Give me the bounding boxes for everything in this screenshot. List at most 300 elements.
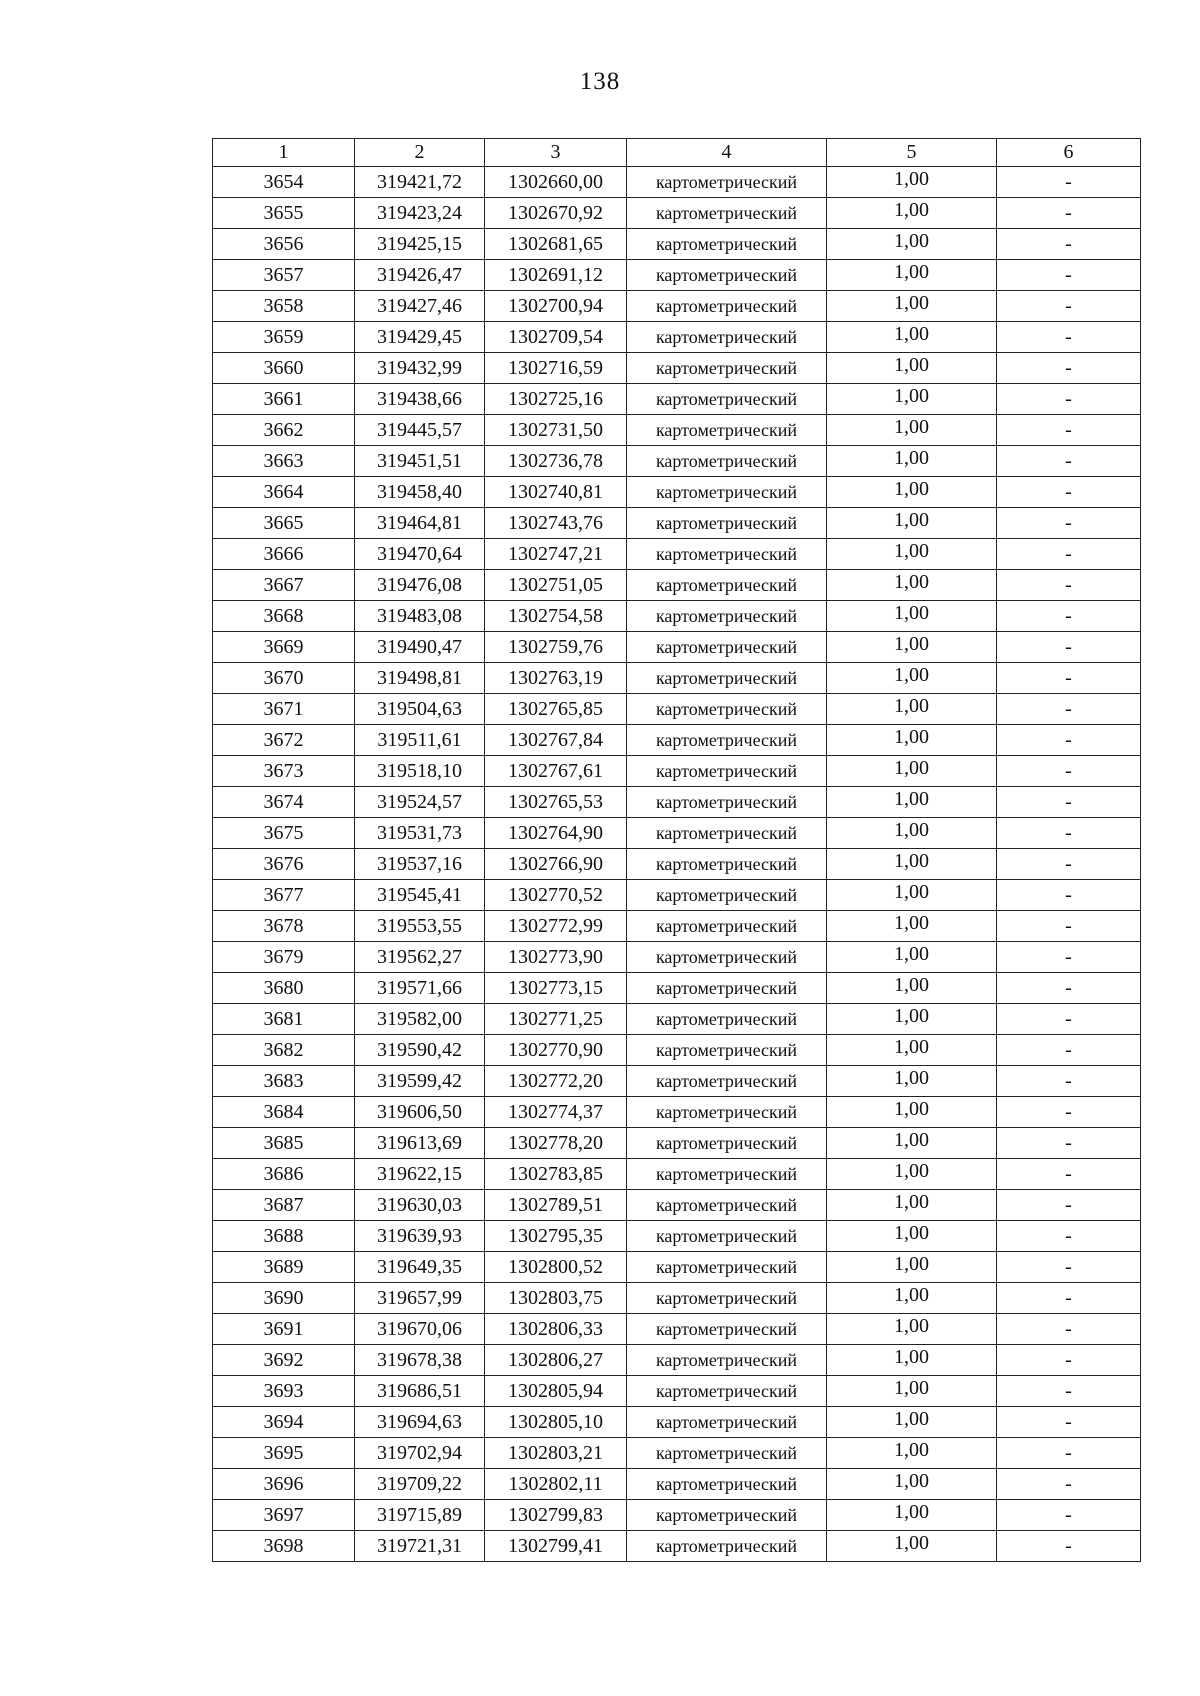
accuracy-cell: 1,00 (827, 167, 997, 198)
accuracy-cell: 1,00 (827, 415, 997, 446)
point-number-cell: 3658 (213, 291, 355, 322)
point-number-cell: 3661 (213, 384, 355, 415)
table-row (213, 818, 1141, 849)
y-coordinate-cell: 1302772,20 (485, 1066, 627, 1097)
point-number-cell: 3675 (213, 818, 355, 849)
point-number-cell: 3697 (213, 1500, 355, 1531)
accuracy-cell: 1,00 (827, 1469, 997, 1500)
method-cell: картометрический (627, 291, 827, 322)
accuracy-cell: 1,00 (827, 260, 997, 291)
table-row (213, 198, 1141, 229)
table-row (213, 1252, 1141, 1283)
accuracy-cell: 1,00 (827, 1531, 997, 1562)
x-coordinate-cell: 319421,72 (355, 167, 485, 198)
accuracy-cell: 1,00 (827, 322, 997, 353)
description-cell: - (997, 1066, 1141, 1097)
method-cell: картометрический (627, 1190, 827, 1221)
description-cell: - (997, 477, 1141, 508)
method-cell: картометрический (627, 415, 827, 446)
table-row (213, 1407, 1141, 1438)
accuracy-cell: 1,00 (827, 973, 997, 1004)
point-number-cell: 3659 (213, 322, 355, 353)
table-row (213, 942, 1141, 973)
method-cell: картометрический (627, 260, 827, 291)
accuracy-cell: 1,00 (827, 1159, 997, 1190)
description-cell: - (997, 973, 1141, 1004)
description-cell: - (997, 911, 1141, 942)
method-cell: картометрический (627, 1252, 827, 1283)
description-cell: - (997, 1500, 1141, 1531)
method-cell: картометрический (627, 539, 827, 570)
method-cell: картометрический (627, 570, 827, 601)
y-coordinate-cell: 1302716,59 (485, 353, 627, 384)
method-cell: картометрический (627, 167, 827, 198)
y-coordinate-cell: 1302803,75 (485, 1283, 627, 1314)
description-cell: - (997, 818, 1141, 849)
table-row (213, 353, 1141, 384)
point-number-cell: 3676 (213, 849, 355, 880)
coordinates-table-container (212, 138, 1140, 1562)
description-cell: - (997, 787, 1141, 818)
description-cell: - (997, 1035, 1141, 1066)
description-cell: - (997, 508, 1141, 539)
method-cell: картометрический (627, 756, 827, 787)
y-coordinate-cell: 1302772,99 (485, 911, 627, 942)
description-cell: - (997, 601, 1141, 632)
table-row (213, 508, 1141, 539)
y-coordinate-cell: 1302802,11 (485, 1469, 627, 1500)
accuracy-cell: 1,00 (827, 508, 997, 539)
method-cell: картометрический (627, 353, 827, 384)
y-coordinate-cell: 1302681,65 (485, 229, 627, 260)
point-number-cell: 3665 (213, 508, 355, 539)
y-coordinate-cell: 1302767,84 (485, 725, 627, 756)
table-row (213, 291, 1141, 322)
column-header-5: 5 (827, 139, 997, 167)
table-row (213, 570, 1141, 601)
description-cell: - (997, 1438, 1141, 1469)
table-row (213, 1283, 1141, 1314)
accuracy-cell: 1,00 (827, 477, 997, 508)
y-coordinate-cell: 1302789,51 (485, 1190, 627, 1221)
y-coordinate-cell: 1302803,21 (485, 1438, 627, 1469)
point-number-cell: 3668 (213, 601, 355, 632)
point-number-cell: 3670 (213, 663, 355, 694)
accuracy-cell: 1,00 (827, 725, 997, 756)
table-row (213, 384, 1141, 415)
description-cell: - (997, 1221, 1141, 1252)
method-cell: картометрический (627, 384, 827, 415)
coordinates-table (212, 138, 1141, 1562)
table-row (213, 477, 1141, 508)
table-row (213, 1004, 1141, 1035)
accuracy-cell: 1,00 (827, 1438, 997, 1469)
method-cell: картометрический (627, 663, 827, 694)
x-coordinate-cell: 319537,16 (355, 849, 485, 880)
y-coordinate-cell: 1302805,94 (485, 1376, 627, 1407)
x-coordinate-cell: 319438,66 (355, 384, 485, 415)
point-number-cell: 3672 (213, 725, 355, 756)
header-row (213, 139, 1141, 167)
point-number-cell: 3696 (213, 1469, 355, 1500)
x-coordinate-cell: 319458,40 (355, 477, 485, 508)
point-number-cell: 3663 (213, 446, 355, 477)
point-number-cell: 3657 (213, 260, 355, 291)
point-number-cell: 3686 (213, 1159, 355, 1190)
accuracy-cell: 1,00 (827, 1252, 997, 1283)
table-row (213, 1500, 1141, 1531)
point-number-cell: 3674 (213, 787, 355, 818)
y-coordinate-cell: 1302736,78 (485, 446, 627, 477)
table-row (213, 1066, 1141, 1097)
y-coordinate-cell: 1302743,76 (485, 508, 627, 539)
x-coordinate-cell: 319702,94 (355, 1438, 485, 1469)
table-row (213, 880, 1141, 911)
method-cell: картометрический (627, 446, 827, 477)
table-row (213, 1190, 1141, 1221)
x-coordinate-cell: 319432,99 (355, 353, 485, 384)
y-coordinate-cell: 1302800,52 (485, 1252, 627, 1283)
y-coordinate-cell: 1302691,12 (485, 260, 627, 291)
point-number-cell: 3669 (213, 632, 355, 663)
method-cell: картометрический (627, 1469, 827, 1500)
table-row (213, 260, 1141, 291)
x-coordinate-cell: 319451,51 (355, 446, 485, 477)
table-row (213, 632, 1141, 663)
y-coordinate-cell: 1302709,54 (485, 322, 627, 353)
description-cell: - (997, 1345, 1141, 1376)
column-header-4: 4 (627, 139, 827, 167)
x-coordinate-cell: 319429,45 (355, 322, 485, 353)
point-number-cell: 3677 (213, 880, 355, 911)
accuracy-cell: 1,00 (827, 849, 997, 880)
accuracy-cell: 1,00 (827, 1283, 997, 1314)
x-coordinate-cell: 319524,57 (355, 787, 485, 818)
method-cell: картометрический (627, 632, 827, 663)
y-coordinate-cell: 1302763,19 (485, 663, 627, 694)
table-row (213, 1469, 1141, 1500)
accuracy-cell: 1,00 (827, 1500, 997, 1531)
accuracy-cell: 1,00 (827, 942, 997, 973)
y-coordinate-cell: 1302771,25 (485, 1004, 627, 1035)
table-row (213, 663, 1141, 694)
x-coordinate-cell: 319464,81 (355, 508, 485, 539)
x-coordinate-cell: 319694,63 (355, 1407, 485, 1438)
x-coordinate-cell: 319639,93 (355, 1221, 485, 1252)
description-cell: - (997, 1531, 1141, 1562)
point-number-cell: 3694 (213, 1407, 355, 1438)
column-header-1: 1 (213, 139, 355, 167)
point-number-cell: 3656 (213, 229, 355, 260)
table-row (213, 1531, 1141, 1562)
x-coordinate-cell: 319483,08 (355, 601, 485, 632)
accuracy-cell: 1,00 (827, 1345, 997, 1376)
y-coordinate-cell: 1302731,50 (485, 415, 627, 446)
x-coordinate-cell: 319686,51 (355, 1376, 485, 1407)
accuracy-cell: 1,00 (827, 787, 997, 818)
accuracy-cell: 1,00 (827, 1407, 997, 1438)
point-number-cell: 3682 (213, 1035, 355, 1066)
description-cell: - (997, 756, 1141, 787)
y-coordinate-cell: 1302740,81 (485, 477, 627, 508)
method-cell: картометрический (627, 198, 827, 229)
method-cell: картометрический (627, 601, 827, 632)
method-cell: картометрический (627, 1097, 827, 1128)
method-cell: картометрический (627, 1035, 827, 1066)
y-coordinate-cell: 1302766,90 (485, 849, 627, 880)
description-cell: - (997, 353, 1141, 384)
description-cell: - (997, 415, 1141, 446)
description-cell: - (997, 446, 1141, 477)
accuracy-cell: 1,00 (827, 384, 997, 415)
y-coordinate-cell: 1302767,61 (485, 756, 627, 787)
table-body (213, 167, 1141, 1562)
point-number-cell: 3660 (213, 353, 355, 384)
point-number-cell: 3664 (213, 477, 355, 508)
accuracy-cell: 1,00 (827, 601, 997, 632)
description-cell: - (997, 1159, 1141, 1190)
point-number-cell: 3689 (213, 1252, 355, 1283)
table-row (213, 1376, 1141, 1407)
table-row (213, 1035, 1141, 1066)
x-coordinate-cell: 319511,61 (355, 725, 485, 756)
method-cell: картометрический (627, 849, 827, 880)
table-row (213, 725, 1141, 756)
point-number-cell: 3684 (213, 1097, 355, 1128)
accuracy-cell: 1,00 (827, 353, 997, 384)
description-cell: - (997, 725, 1141, 756)
method-cell: картометрический (627, 1500, 827, 1531)
description-cell: - (997, 663, 1141, 694)
table-row (213, 1159, 1141, 1190)
x-coordinate-cell: 319571,66 (355, 973, 485, 1004)
table-row (213, 601, 1141, 632)
table-row (213, 1345, 1141, 1376)
accuracy-cell: 1,00 (827, 632, 997, 663)
table-row (213, 415, 1141, 446)
accuracy-cell: 1,00 (827, 756, 997, 787)
y-coordinate-cell: 1302770,90 (485, 1035, 627, 1066)
x-coordinate-cell: 319599,42 (355, 1066, 485, 1097)
y-coordinate-cell: 1302747,21 (485, 539, 627, 570)
description-cell: - (997, 694, 1141, 725)
description-cell: - (997, 291, 1141, 322)
accuracy-cell: 1,00 (827, 198, 997, 229)
description-cell: - (997, 849, 1141, 880)
description-cell: - (997, 198, 1141, 229)
x-coordinate-cell: 319590,42 (355, 1035, 485, 1066)
accuracy-cell: 1,00 (827, 1128, 997, 1159)
x-coordinate-cell: 319630,03 (355, 1190, 485, 1221)
point-number-cell: 3692 (213, 1345, 355, 1376)
method-cell: картометрический (627, 1283, 827, 1314)
accuracy-cell: 1,00 (827, 663, 997, 694)
table-row (213, 539, 1141, 570)
y-coordinate-cell: 1302700,94 (485, 291, 627, 322)
y-coordinate-cell: 1302799,41 (485, 1531, 627, 1562)
description-cell: - (997, 880, 1141, 911)
method-cell: картометрический (627, 973, 827, 1004)
table-row (213, 1221, 1141, 1252)
table-header (213, 139, 1141, 167)
description-cell: - (997, 942, 1141, 973)
point-number-cell: 3690 (213, 1283, 355, 1314)
point-number-cell: 3673 (213, 756, 355, 787)
description-cell: - (997, 229, 1141, 260)
column-header-6: 6 (997, 139, 1141, 167)
method-cell: картометрический (627, 229, 827, 260)
table-row (213, 1097, 1141, 1128)
table-row (213, 167, 1141, 198)
x-coordinate-cell: 319425,15 (355, 229, 485, 260)
point-number-cell: 3681 (213, 1004, 355, 1035)
accuracy-cell: 1,00 (827, 911, 997, 942)
x-coordinate-cell: 319670,06 (355, 1314, 485, 1345)
x-coordinate-cell: 319445,57 (355, 415, 485, 446)
method-cell: картометрический (627, 322, 827, 353)
description-cell: - (997, 384, 1141, 415)
method-cell: картометрический (627, 508, 827, 539)
method-cell: картометрический (627, 1438, 827, 1469)
accuracy-cell: 1,00 (827, 446, 997, 477)
x-coordinate-cell: 319427,46 (355, 291, 485, 322)
accuracy-cell: 1,00 (827, 694, 997, 725)
y-coordinate-cell: 1302660,00 (485, 167, 627, 198)
table-row (213, 911, 1141, 942)
accuracy-cell: 1,00 (827, 229, 997, 260)
point-number-cell: 3654 (213, 167, 355, 198)
y-coordinate-cell: 1302759,76 (485, 632, 627, 663)
x-coordinate-cell: 319709,22 (355, 1469, 485, 1500)
y-coordinate-cell: 1302751,05 (485, 570, 627, 601)
y-coordinate-cell: 1302806,27 (485, 1345, 627, 1376)
y-coordinate-cell: 1302670,92 (485, 198, 627, 229)
x-coordinate-cell: 319562,27 (355, 942, 485, 973)
y-coordinate-cell: 1302770,52 (485, 880, 627, 911)
method-cell: картометрический (627, 1159, 827, 1190)
description-cell: - (997, 1314, 1141, 1345)
accuracy-cell: 1,00 (827, 1097, 997, 1128)
y-coordinate-cell: 1302799,83 (485, 1500, 627, 1531)
point-number-cell: 3679 (213, 942, 355, 973)
description-cell: - (997, 632, 1141, 663)
method-cell: картометрический (627, 1066, 827, 1097)
method-cell: картометрический (627, 1531, 827, 1562)
y-coordinate-cell: 1302754,58 (485, 601, 627, 632)
point-number-cell: 3662 (213, 415, 355, 446)
accuracy-cell: 1,00 (827, 1066, 997, 1097)
y-coordinate-cell: 1302806,33 (485, 1314, 627, 1345)
x-coordinate-cell: 319531,73 (355, 818, 485, 849)
x-coordinate-cell: 319518,10 (355, 756, 485, 787)
y-coordinate-cell: 1302764,90 (485, 818, 627, 849)
description-cell: - (997, 322, 1141, 353)
x-coordinate-cell: 319423,24 (355, 198, 485, 229)
accuracy-cell: 1,00 (827, 570, 997, 601)
point-number-cell: 3680 (213, 973, 355, 1004)
method-cell: картометрический (627, 477, 827, 508)
description-cell: - (997, 1190, 1141, 1221)
point-number-cell: 3671 (213, 694, 355, 725)
x-coordinate-cell: 319678,38 (355, 1345, 485, 1376)
table-row (213, 787, 1141, 818)
x-coordinate-cell: 319622,15 (355, 1159, 485, 1190)
description-cell: - (997, 1004, 1141, 1035)
method-cell: картометрический (627, 880, 827, 911)
table-row (213, 229, 1141, 260)
y-coordinate-cell: 1302774,37 (485, 1097, 627, 1128)
point-number-cell: 3683 (213, 1066, 355, 1097)
y-coordinate-cell: 1302783,85 (485, 1159, 627, 1190)
page-number: 138 (579, 68, 621, 95)
y-coordinate-cell: 1302765,85 (485, 694, 627, 725)
x-coordinate-cell: 319498,81 (355, 663, 485, 694)
method-cell: картометрический (627, 942, 827, 973)
y-coordinate-cell: 1302773,90 (485, 942, 627, 973)
point-number-cell: 3685 (213, 1128, 355, 1159)
table-row (213, 1438, 1141, 1469)
method-cell: картометрический (627, 1314, 827, 1345)
x-coordinate-cell: 319426,47 (355, 260, 485, 291)
y-coordinate-cell: 1302765,53 (485, 787, 627, 818)
accuracy-cell: 1,00 (827, 1221, 997, 1252)
table-row (213, 1128, 1141, 1159)
y-coordinate-cell: 1302778,20 (485, 1128, 627, 1159)
x-coordinate-cell: 319606,50 (355, 1097, 485, 1128)
y-coordinate-cell: 1302773,15 (485, 973, 627, 1004)
point-number-cell: 3698 (213, 1531, 355, 1562)
method-cell: картометрический (627, 1128, 827, 1159)
method-cell: картометрический (627, 911, 827, 942)
x-coordinate-cell: 319715,89 (355, 1500, 485, 1531)
column-header-3: 3 (485, 139, 627, 167)
method-cell: картометрический (627, 1221, 827, 1252)
method-cell: картометрический (627, 818, 827, 849)
table-row (213, 973, 1141, 1004)
point-number-cell: 3691 (213, 1314, 355, 1345)
table-row (213, 694, 1141, 725)
accuracy-cell: 1,00 (827, 1035, 997, 1066)
point-number-cell: 3693 (213, 1376, 355, 1407)
accuracy-cell: 1,00 (827, 1004, 997, 1035)
point-number-cell: 3687 (213, 1190, 355, 1221)
x-coordinate-cell: 319504,63 (355, 694, 485, 725)
accuracy-cell: 1,00 (827, 539, 997, 570)
x-coordinate-cell: 319553,55 (355, 911, 485, 942)
x-coordinate-cell: 319490,47 (355, 632, 485, 663)
description-cell: - (997, 1097, 1141, 1128)
x-coordinate-cell: 319476,08 (355, 570, 485, 601)
description-cell: - (997, 570, 1141, 601)
x-coordinate-cell: 319582,00 (355, 1004, 485, 1035)
point-number-cell: 3655 (213, 198, 355, 229)
description-cell: - (997, 260, 1141, 291)
accuracy-cell: 1,00 (827, 1376, 997, 1407)
x-coordinate-cell: 319721,31 (355, 1531, 485, 1562)
description-cell: - (997, 167, 1141, 198)
description-cell: - (997, 1283, 1141, 1314)
method-cell: картометрический (627, 725, 827, 756)
method-cell: картометрический (627, 787, 827, 818)
method-cell: картометрический (627, 1004, 827, 1035)
method-cell: картометрический (627, 1345, 827, 1376)
description-cell: - (997, 1469, 1141, 1500)
description-cell: - (997, 1376, 1141, 1407)
accuracy-cell: 1,00 (827, 291, 997, 322)
point-number-cell: 3666 (213, 539, 355, 570)
x-coordinate-cell: 319649,35 (355, 1252, 485, 1283)
table-row (213, 1314, 1141, 1345)
